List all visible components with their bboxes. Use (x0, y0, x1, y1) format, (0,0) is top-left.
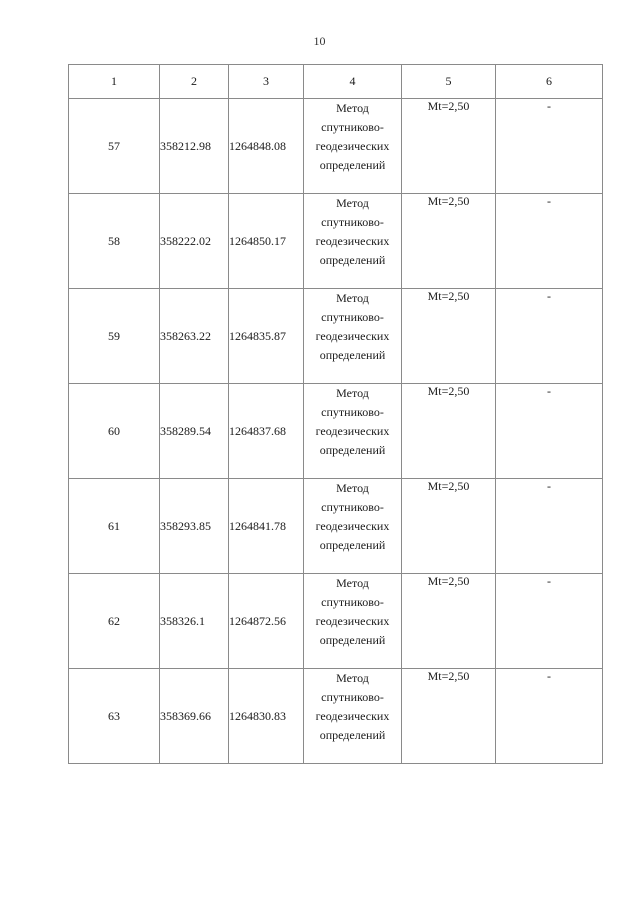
method-cell (304, 669, 402, 764)
method-cell (304, 574, 402, 669)
method-line: Метод (336, 101, 369, 115)
method-line: геодезических (315, 614, 390, 628)
table-row (69, 194, 603, 289)
method-line: определений (319, 348, 386, 362)
column-header: 2 (160, 65, 229, 99)
method-line: спутниково- (321, 310, 384, 324)
accuracy-cell: Mt=2,50 (402, 289, 496, 384)
method-line: Метод (336, 671, 369, 685)
point-number-cell: 58 (69, 194, 160, 289)
table-row (69, 99, 603, 194)
page-number: 10 (313, 34, 326, 48)
method-cell (304, 99, 402, 194)
point-number-cell: 62 (69, 574, 160, 669)
table-row (69, 669, 603, 764)
method-line: Метод (336, 196, 369, 210)
y-coordinate-cell: 1264850.17 (229, 194, 304, 289)
method-line: Метод (336, 386, 369, 400)
point-number-cell: 61 (69, 479, 160, 574)
method-line: определений (319, 443, 386, 457)
y-coordinate-cell: 1264848.08 (229, 99, 304, 194)
note-cell: - (496, 384, 603, 479)
header-row (69, 65, 603, 99)
y-coordinate-cell: 1264835.87 (229, 289, 304, 384)
point-number-cell: 60 (69, 384, 160, 479)
method-cell (304, 384, 402, 479)
method-line: геодезических (315, 139, 390, 153)
point-number-cell: 57 (69, 99, 160, 194)
accuracy-cell: Mt=2,50 (402, 574, 496, 669)
accuracy-cell: Mt=2,50 (402, 384, 496, 479)
method-line: определений (319, 253, 386, 267)
method-line: определений (319, 728, 386, 742)
method-line: спутниково- (321, 120, 384, 134)
method-line: геодезических (315, 709, 390, 723)
column-header: 5 (402, 65, 496, 99)
accuracy-cell: Mt=2,50 (402, 479, 496, 574)
method-line: спутниково- (321, 215, 384, 229)
accuracy-cell: Mt=2,50 (402, 669, 496, 764)
table-row (69, 289, 603, 384)
y-coordinate-cell: 1264841.78 (229, 479, 304, 574)
point-number-cell: 59 (69, 289, 160, 384)
method-line: спутниково- (321, 595, 384, 609)
x-coordinate-cell: 358293.85 (160, 479, 229, 574)
method-line: Метод (336, 576, 369, 590)
y-coordinate-cell: 1264872.56 (229, 574, 304, 669)
method-line: Метод (336, 481, 369, 495)
method-line: геодезических (315, 519, 390, 533)
method-line: спутниково- (321, 500, 384, 514)
table-row (69, 479, 603, 574)
column-header: 4 (304, 65, 402, 99)
accuracy-cell: Mt=2,50 (402, 194, 496, 289)
method-cell (304, 289, 402, 384)
method-line: геодезических (315, 424, 390, 438)
note-cell: - (496, 479, 603, 574)
x-coordinate-cell: 358222.02 (160, 194, 229, 289)
method-line: определений (319, 538, 386, 552)
y-coordinate-cell: 1264830.83 (229, 669, 304, 764)
method-line: спутниково- (321, 405, 384, 419)
x-coordinate-cell: 358326.1 (160, 574, 229, 669)
table-row (69, 574, 603, 669)
note-cell: - (496, 669, 603, 764)
y-coordinate-cell: 1264837.68 (229, 384, 304, 479)
table-row (69, 384, 603, 479)
note-cell: - (496, 99, 603, 194)
note-cell: - (496, 289, 603, 384)
x-coordinate-cell: 358369.66 (160, 669, 229, 764)
x-coordinate-cell: 358212.98 (160, 99, 229, 194)
method-line: спутниково- (321, 690, 384, 704)
note-cell: - (496, 194, 603, 289)
method-line: геодезических (315, 329, 390, 343)
method-line: Метод (336, 291, 369, 305)
point-number-cell: 63 (69, 669, 160, 764)
method-line: определений (319, 158, 386, 172)
note-cell: - (496, 574, 603, 669)
method-cell (304, 479, 402, 574)
x-coordinate-cell: 358263.22 (160, 289, 229, 384)
coordinates-table (68, 64, 603, 764)
column-header: 6 (496, 65, 603, 99)
method-cell (304, 194, 402, 289)
column-header: 1 (69, 65, 160, 99)
column-header: 3 (229, 65, 304, 99)
method-line: определений (319, 633, 386, 647)
x-coordinate-cell: 358289.54 (160, 384, 229, 479)
method-line: геодезических (315, 234, 390, 248)
accuracy-cell: Mt=2,50 (402, 99, 496, 194)
